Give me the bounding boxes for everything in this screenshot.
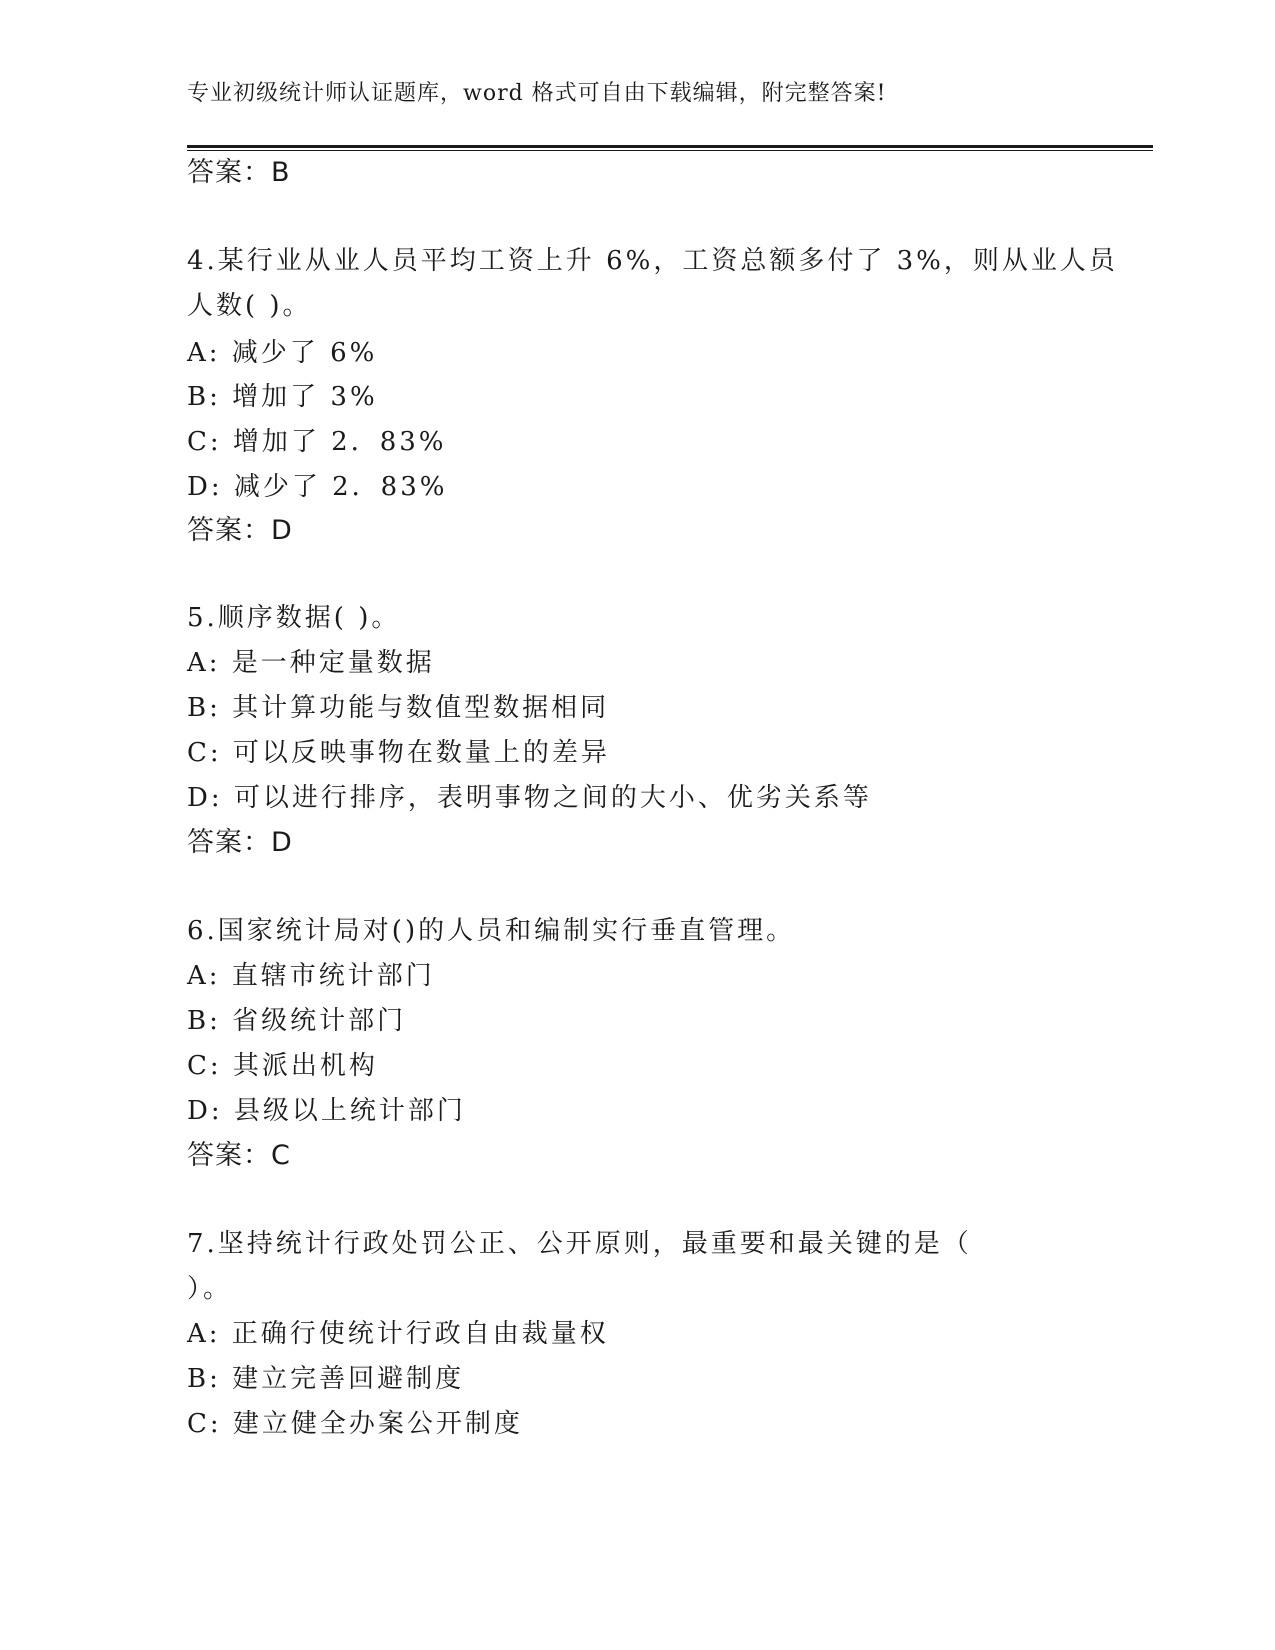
question-6-option-b: B: 省级统计部门 bbox=[187, 1006, 407, 1036]
question-4-stem-line-2: 人数( )。 bbox=[187, 291, 312, 321]
question-6-option-a: A: 直辖市统计部门 bbox=[187, 961, 435, 991]
question-7-stem-line-2: ）。 bbox=[187, 1274, 233, 1304]
question-4-answer: 答案：D bbox=[187, 515, 293, 546]
question-4-stem-line-1: 4.某行业从业人员平均工资上升 6%，工资总额多付了 3%，则从业人员 bbox=[187, 246, 1118, 276]
header-divider-thin bbox=[187, 150, 1153, 151]
question-5-option-a: A: 是一种定量数据 bbox=[187, 648, 435, 678]
header-divider bbox=[187, 145, 1153, 151]
question-4-option-a: A: 减少了 6% bbox=[187, 338, 378, 368]
question-5-option-c: C: 可以反映事物在数量上的差异 bbox=[187, 738, 610, 768]
question-5-option-b: B: 其计算功能与数值型数据相同 bbox=[187, 693, 610, 723]
question-5-stem: 5.顺序数据( )。 bbox=[187, 603, 401, 633]
question-5-answer: 答案：D bbox=[187, 827, 293, 858]
question-7-option-a: A: 正确行使统计行政自由裁量权 bbox=[187, 1319, 609, 1349]
header-divider-thick bbox=[187, 145, 1153, 148]
question-6-option-d: D: 县级以上统计部门 bbox=[187, 1096, 466, 1126]
question-4-option-b: B: 增加了 3% bbox=[187, 382, 378, 412]
question-6-answer: 答案：C bbox=[187, 1140, 291, 1171]
question-6-option-c: C: 其派出机构 bbox=[187, 1051, 378, 1081]
previous-answer: 答案：B bbox=[187, 157, 291, 188]
question-4-option-d: D: 减少了 2．83% bbox=[187, 472, 448, 502]
question-4-option-c: C: 增加了 2．83% bbox=[187, 427, 447, 457]
question-7-option-b: B: 建立完善回避制度 bbox=[187, 1364, 465, 1394]
header-note: 专业初级统计师认证题库，word 格式可自由下载编辑，附完整答案! bbox=[187, 81, 887, 106]
question-7-stem-line-1: 7.坚持统计行政处罚公正、公开原则，最重要和最关键的是（ bbox=[187, 1229, 972, 1259]
question-5-option-d: D: 可以进行排序，表明事物之间的大小、优劣关系等 bbox=[187, 783, 872, 813]
question-6-stem: 6.国家统计局对()的人员和编制实行垂直管理。 bbox=[187, 916, 796, 946]
question-7-option-c: C: 建立健全办案公开制度 bbox=[187, 1409, 523, 1439]
